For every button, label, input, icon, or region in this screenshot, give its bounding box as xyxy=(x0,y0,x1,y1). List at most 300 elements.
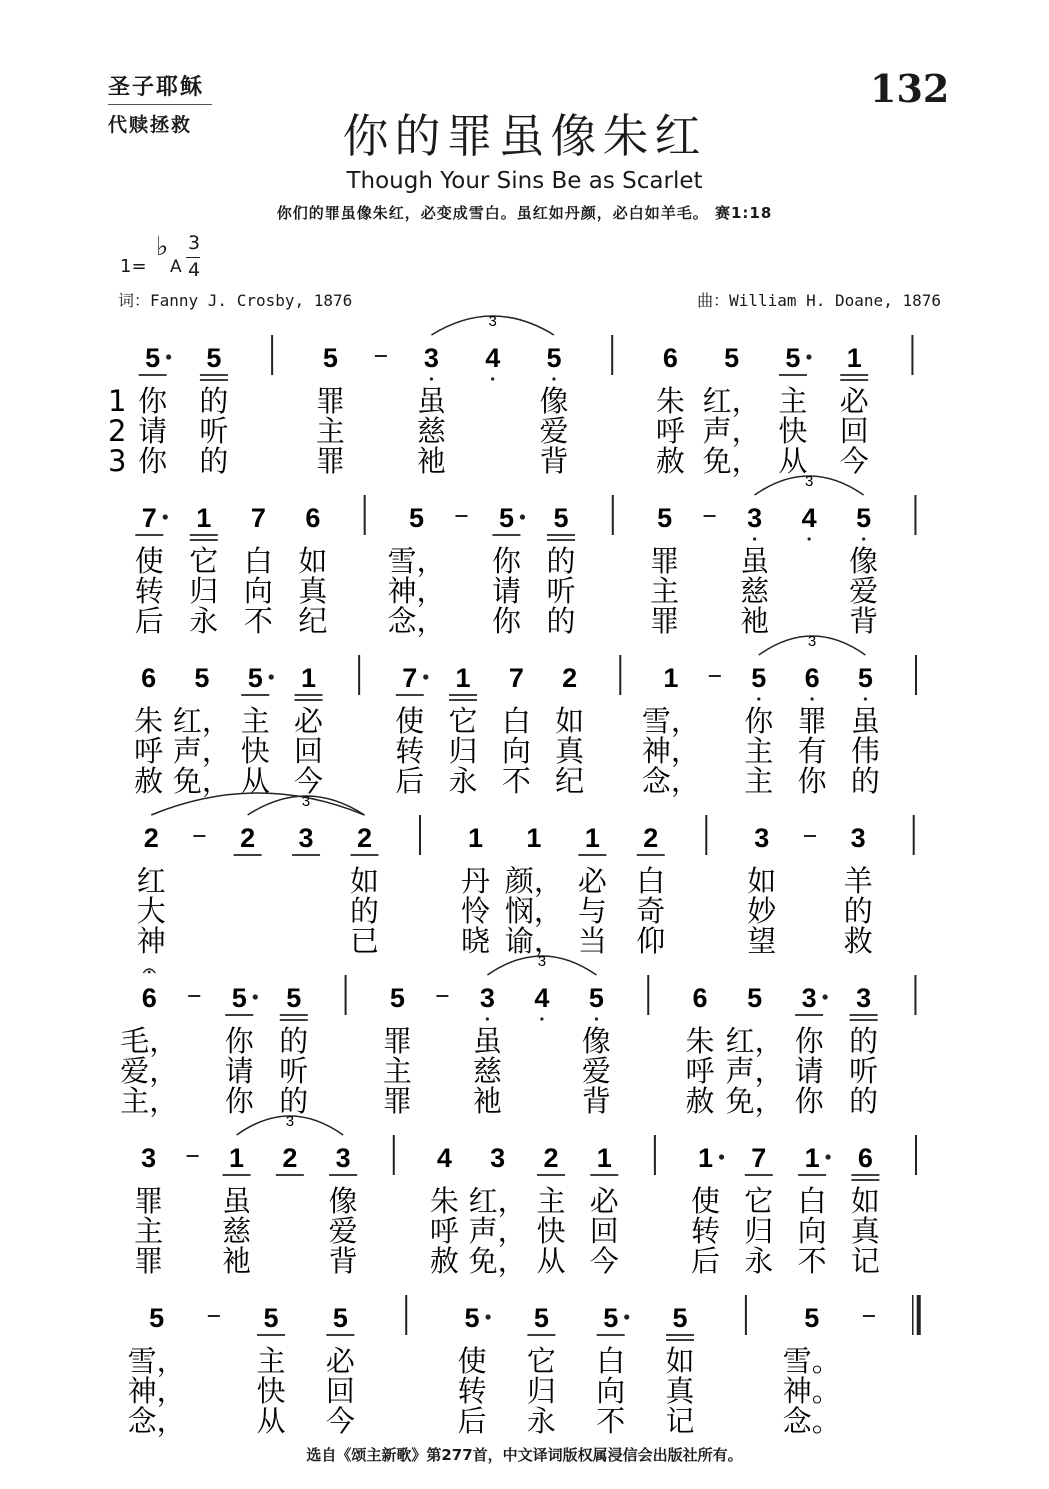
lyric-syllable: 真 xyxy=(665,1374,695,1408)
dot-rhythm xyxy=(269,674,274,679)
composer-credit: 曲：William H. Doane, 1876 xyxy=(697,291,941,310)
lyric-syllable: 听 xyxy=(199,414,229,448)
lyric-syllable: 白 xyxy=(243,544,273,578)
note-3: 3 xyxy=(490,1143,506,1173)
note-5: 5 xyxy=(145,343,161,373)
lyric-syllable: 你 xyxy=(744,704,774,738)
note-6: 6 xyxy=(804,663,820,693)
note-1: 1 xyxy=(804,1143,820,1173)
lyric-syllable: 不 xyxy=(243,604,273,638)
title-english: Though Your Sins Be as Scarlet xyxy=(346,168,703,194)
lyric-syllable: 像 xyxy=(581,1024,611,1058)
lyric-syllable: 你 xyxy=(491,544,521,578)
lyric-syllable: 主 xyxy=(744,734,774,768)
scripture-verse: 你们的罪虽像朱红，必变成雪白。虽红如丹颜，必白如羊毛。 赛1:18 xyxy=(276,204,773,222)
lyric-syllable: 救 xyxy=(843,924,873,958)
lyric-syllable: 回 xyxy=(294,734,324,768)
lyric-syllable: 转 xyxy=(395,734,425,768)
triplet-note-dot xyxy=(811,697,814,700)
title-chinese: 你的罪虽像朱红 xyxy=(342,109,707,163)
lyric-syllable: 的 xyxy=(849,1084,879,1118)
lyric-syllable: 永 xyxy=(744,1244,774,1278)
lyric-syllable: 颜， xyxy=(504,864,563,898)
lyric-syllable: 声， xyxy=(725,1054,784,1088)
note-5: 5 xyxy=(194,663,210,693)
lyric-syllable: 它 xyxy=(526,1344,556,1378)
verse-number: 3 xyxy=(108,444,127,478)
lyric-syllable: 必 xyxy=(589,1184,619,1218)
lyric-syllable: 神 xyxy=(136,924,166,958)
note-3: 3 xyxy=(856,983,872,1013)
note-2: 2 xyxy=(643,823,659,853)
triplet-mark: 3 xyxy=(301,793,311,810)
key-note: A xyxy=(170,257,182,277)
lyric-syllable: 罪 xyxy=(797,704,827,738)
lyric-syllable: 它 xyxy=(744,1184,774,1218)
lyric-syllable: 爱 xyxy=(539,414,569,448)
copyright-footer: 选自《颂主新歌》第277首，中文译词版权属浸信会出版社所有。 xyxy=(306,1446,743,1464)
note-1: 1 xyxy=(584,823,600,853)
lyric-syllable: 免， xyxy=(468,1244,527,1278)
lyric-syllable: 神， xyxy=(127,1374,186,1408)
note-4: 4 xyxy=(801,503,817,533)
lyric-syllable: 赦 xyxy=(685,1084,715,1118)
note-5: 5 xyxy=(247,663,263,693)
triplet-note-dot xyxy=(757,697,760,700)
note-6: 6 xyxy=(692,983,708,1013)
note-4: 4 xyxy=(485,343,501,373)
lyric-syllable: 听 xyxy=(546,574,576,608)
note-5: 5 xyxy=(498,503,514,533)
triplet-note-dot xyxy=(808,537,811,540)
dot-rhythm xyxy=(253,994,258,999)
triplet-mark: 3 xyxy=(804,473,814,490)
lyric-syllable: 主 xyxy=(536,1184,566,1218)
lyric-syllable: 衪 xyxy=(472,1084,502,1118)
note-3: 3 xyxy=(850,823,866,853)
lyric-syllable: 它 xyxy=(448,704,478,738)
lyric-syllable: 纪 xyxy=(555,764,585,798)
lyric-syllable: 望 xyxy=(747,924,777,958)
lyric-syllable: 与 xyxy=(577,894,607,928)
lyric-syllable: 今 xyxy=(325,1404,355,1438)
lyric-syllable: 回 xyxy=(839,414,869,448)
lyric-syllable: 红， xyxy=(468,1184,527,1218)
time-signature-bottom: 4 xyxy=(188,259,201,281)
lyric-syllable: 虽 xyxy=(850,704,880,738)
note-5: 5 xyxy=(804,1303,820,1333)
lyric-syllable: 转 xyxy=(134,574,164,608)
verse-number: 2 xyxy=(108,414,127,448)
lyric-syllable: 声， xyxy=(172,734,231,768)
lyric-syllable: 使 xyxy=(134,544,164,578)
lyric-syllable: 请 xyxy=(138,414,168,448)
lyric-syllable: 朱 xyxy=(655,384,685,418)
note-3: 3 xyxy=(754,823,770,853)
note-1: 1 xyxy=(846,343,862,373)
lyric-syllable: 主 xyxy=(240,704,270,738)
lyric-syllable: 虽 xyxy=(472,1024,502,1058)
lyric-syllable: 转 xyxy=(457,1374,487,1408)
dot-rhythm xyxy=(163,514,168,519)
fermata-dot xyxy=(148,971,151,974)
note-5: 5 xyxy=(603,1303,619,1333)
lyric-syllable: 不 xyxy=(501,764,531,798)
lyric-syllable: 罪 xyxy=(382,1024,412,1058)
lyric-syllable: 呼 xyxy=(685,1054,715,1088)
note-7: 7 xyxy=(250,503,266,533)
note-5: 5 xyxy=(322,343,338,373)
lyric-syllable: 衪 xyxy=(222,1244,252,1278)
lyric-syllable: 罪 xyxy=(315,444,345,478)
hymn-number: 132 xyxy=(870,66,950,111)
lyric-syllable: 背 xyxy=(581,1084,611,1118)
lyric-syllable: 已 xyxy=(349,924,379,958)
lyric-syllable: 快 xyxy=(256,1374,286,1408)
lyric-syllable: 赦 xyxy=(655,444,685,478)
note-6: 6 xyxy=(141,663,157,693)
lyric-syllable: 记 xyxy=(850,1244,880,1278)
lyric-syllable: 的 xyxy=(199,444,229,478)
lyric-syllable: 主 xyxy=(382,1054,412,1088)
triplet-note-dot xyxy=(862,537,865,540)
lyric-syllable: 像 xyxy=(328,1184,358,1218)
lyric-syllable: 如 xyxy=(850,1184,880,1218)
note-5: 5 xyxy=(464,1303,480,1333)
lyric-syllable: 呼 xyxy=(429,1214,459,1248)
triplet-note-dot xyxy=(430,377,433,380)
note-5: 5 xyxy=(751,663,767,693)
lyric-syllable: 归 xyxy=(189,574,219,608)
lyric-syllable: 快 xyxy=(240,734,270,768)
lyric-syllable: 怜 xyxy=(460,894,491,928)
lyric-syllable: 的 xyxy=(279,1084,309,1118)
note-1: 1 xyxy=(467,823,484,853)
lyric-syllable: 白 xyxy=(636,864,666,898)
dot-rhythm xyxy=(166,354,171,359)
lyric-syllable: 主 xyxy=(256,1344,286,1378)
lyric-syllable: 羊 xyxy=(843,864,873,898)
lyric-syllable: 你 xyxy=(491,604,521,638)
lyric-syllable: 背 xyxy=(539,444,569,478)
triplet-note-dot xyxy=(491,377,494,380)
note-5: 5 xyxy=(389,983,405,1013)
section-category: 圣子耶稣 xyxy=(108,74,205,100)
lyric-syllable: 的 xyxy=(850,764,880,798)
lyric-syllable: 必 xyxy=(839,384,869,418)
lyric-syllable: 罪 xyxy=(134,1184,164,1218)
note-5: 5 xyxy=(553,503,569,533)
lyric-syllable: 像 xyxy=(539,384,569,418)
lyric-syllable: 免， xyxy=(702,444,761,478)
lyric-syllable: 如 xyxy=(349,864,379,898)
lyric-syllable: 永 xyxy=(189,604,219,638)
lyric-syllable: 回 xyxy=(325,1374,355,1408)
lyric-syllable: 快 xyxy=(536,1214,566,1248)
lyric-syllable: 向 xyxy=(501,734,531,768)
lyric-syllable: 主 xyxy=(744,764,774,798)
note-4: 4 xyxy=(436,1143,452,1173)
note-5: 5 xyxy=(231,983,247,1013)
lyric-syllable: 慈 xyxy=(222,1214,252,1248)
lyric-syllable: 后 xyxy=(395,764,425,798)
lyric-syllable: 虽 xyxy=(416,384,446,418)
lyric-syllable: 使 xyxy=(395,704,425,738)
lyric-syllable: 爱 xyxy=(328,1214,358,1248)
note-1: 1 xyxy=(526,823,542,853)
note-2: 2 xyxy=(282,1143,298,1173)
lyric-syllable: 衪 xyxy=(416,444,446,478)
note-5: 5 xyxy=(588,983,604,1013)
lyric-syllable: 神。 xyxy=(782,1374,841,1408)
dot-rhythm xyxy=(719,1154,724,1159)
lyric-syllable: 神， xyxy=(387,574,446,608)
dot-rhythm xyxy=(806,354,811,359)
lyric-syllable: 转 xyxy=(691,1214,721,1248)
lyric-syllable: 衪 xyxy=(740,604,770,638)
lyric-syllable: 必 xyxy=(325,1344,355,1378)
lyric-syllable: 妙 xyxy=(747,894,777,928)
lyric-syllable: 罪 xyxy=(315,384,345,418)
note-5: 5 xyxy=(785,343,801,373)
lyric-syllable: 的 xyxy=(546,604,576,638)
triplet-mark: 3 xyxy=(488,313,497,330)
triplet-mark: 3 xyxy=(807,633,817,650)
lyric-syllable: 后 xyxy=(691,1244,721,1278)
lyric-syllable: 慈 xyxy=(472,1054,502,1088)
lyric-syllable: 爱， xyxy=(120,1054,179,1088)
lyric-syllable: 你 xyxy=(797,764,827,798)
lyric-syllable: 主 xyxy=(315,414,345,448)
note-5: 5 xyxy=(672,1303,688,1333)
lyric-syllable: 真 xyxy=(555,734,585,768)
lyric-syllable: 必 xyxy=(577,864,607,898)
lyric-syllable: 向 xyxy=(797,1214,827,1248)
lyric-syllable: 它 xyxy=(189,544,219,578)
lyric-syllable: 当 xyxy=(577,924,607,958)
lyric-syllable: 朱 xyxy=(685,1024,715,1058)
note-7: 7 xyxy=(402,663,418,693)
lyric-syllable: 罪 xyxy=(134,1244,164,1278)
lyric-syllable: 不 xyxy=(797,1244,827,1278)
lyric-syllable: 丹 xyxy=(460,864,491,898)
lyric-syllable: 从 xyxy=(778,444,808,478)
lyric-syllable: 今 xyxy=(589,1244,619,1278)
note-5: 5 xyxy=(149,1303,165,1333)
dot-rhythm xyxy=(823,994,828,999)
lyricist-credit: 词：Fanny J. Crosby, 1876 xyxy=(118,291,353,310)
lyric-syllable: 念， xyxy=(387,604,446,638)
lyric-syllable: 神， xyxy=(641,734,700,768)
note-2: 2 xyxy=(562,663,578,693)
note-5: 5 xyxy=(206,343,222,373)
triplet-note-dot xyxy=(552,377,555,380)
dot-rhythm xyxy=(485,1314,490,1319)
note-5: 5 xyxy=(857,663,873,693)
lyric-syllable: 免， xyxy=(725,1084,784,1118)
triplet-note-dot xyxy=(486,1017,489,1020)
lyric-syllable: 声， xyxy=(702,414,761,448)
triplet-note-dot xyxy=(864,697,867,700)
lyric-syllable: 念， xyxy=(641,764,700,798)
note-5: 5 xyxy=(286,983,302,1013)
note-1: 1 xyxy=(596,1143,612,1173)
lyric-syllable: 使 xyxy=(691,1184,721,1218)
note-5: 5 xyxy=(856,503,872,533)
lyric-syllable: 罪 xyxy=(650,544,680,578)
note-1: 1 xyxy=(196,503,212,533)
lyric-syllable: 慈 xyxy=(740,574,770,608)
dot-rhythm xyxy=(520,514,525,519)
note-3: 3 xyxy=(298,823,314,853)
lyric-syllable: 仰 xyxy=(636,924,666,958)
time-signature-top: 3 xyxy=(188,232,201,254)
note-3: 3 xyxy=(801,983,817,1013)
lyric-syllable: 罪 xyxy=(382,1084,412,1118)
lyric-syllable: 如 xyxy=(298,544,328,578)
lyric-syllable: 红 xyxy=(136,864,166,898)
note-1: 1 xyxy=(455,663,471,693)
lyric-syllable: 赦 xyxy=(429,1244,459,1278)
lyric-syllable: 雪， xyxy=(641,704,700,738)
triplet-mark: 3 xyxy=(285,1113,295,1130)
triplet-note-dot xyxy=(595,1017,598,1020)
lyric-syllable: 的 xyxy=(843,894,873,928)
lyric-syllable: 从 xyxy=(240,764,270,798)
note-5: 5 xyxy=(724,343,740,373)
dot-rhythm xyxy=(624,1314,629,1319)
lyric-syllable: 有 xyxy=(797,734,827,768)
lyric-syllable: 白 xyxy=(501,704,531,738)
lyric-syllable: 向 xyxy=(243,574,273,608)
note-2: 2 xyxy=(543,1143,559,1173)
lyric-syllable: 不 xyxy=(596,1404,626,1438)
lyric-syllable: 主 xyxy=(134,1214,164,1248)
lyric-syllable: 奇 xyxy=(636,894,666,928)
note-5: 5 xyxy=(263,1303,279,1333)
note-5: 5 xyxy=(332,1303,348,1333)
lyric-syllable: 回 xyxy=(589,1214,619,1248)
lyric-syllable: 罪 xyxy=(650,604,680,638)
note-4: 4 xyxy=(534,983,550,1013)
note-6: 6 xyxy=(141,983,157,1013)
lyric-syllable: 主 xyxy=(778,384,808,418)
note-7: 7 xyxy=(508,663,524,693)
lyric-syllable: 爱 xyxy=(581,1054,611,1088)
lyric-syllable: 悯， xyxy=(504,894,563,928)
verse-number: 1 xyxy=(108,384,127,418)
lyric-syllable: 后 xyxy=(134,604,164,638)
note-2: 2 xyxy=(240,823,256,853)
lyric-syllable: 今 xyxy=(839,444,869,478)
lyric-syllable: 真 xyxy=(298,574,328,608)
triplet-note-dot xyxy=(753,537,756,540)
triplet-note-dot xyxy=(540,1017,543,1020)
lyric-syllable: 大 xyxy=(136,894,166,928)
lyric-syllable: 爱 xyxy=(849,574,879,608)
note-1: 1 xyxy=(229,1143,245,1173)
section-subcategory: 代赎拯救 xyxy=(108,114,193,136)
note-5: 5 xyxy=(747,983,763,1013)
lyric-syllable: 记 xyxy=(665,1404,695,1438)
lyric-syllable: 红， xyxy=(725,1024,784,1058)
lyric-syllable: 白 xyxy=(797,1184,827,1218)
note-3: 3 xyxy=(423,343,439,373)
lyric-syllable: 后 xyxy=(457,1404,487,1438)
lyric-syllable: 的 xyxy=(849,1024,879,1058)
note-6: 6 xyxy=(305,503,321,533)
lyric-syllable: 声， xyxy=(468,1214,527,1248)
lyric-syllable: 必 xyxy=(294,704,324,738)
lyric-syllable: 呼 xyxy=(655,414,685,448)
note-1: 1 xyxy=(663,663,679,693)
lyric-syllable: 毛， xyxy=(120,1024,179,1058)
note-7: 7 xyxy=(141,503,157,533)
lyric-syllable: 的 xyxy=(349,894,379,928)
lyric-syllable: 谕， xyxy=(504,924,563,958)
lyric-syllable: 慈 xyxy=(416,414,446,448)
lyric-syllable: 你 xyxy=(794,1084,824,1118)
lyric-syllable: 使 xyxy=(457,1344,487,1378)
lyric-syllable: 你 xyxy=(224,1084,254,1118)
lyric-syllable: 向 xyxy=(596,1374,626,1408)
lyric-syllable: 你 xyxy=(794,1024,824,1058)
note-1: 1 xyxy=(698,1143,714,1173)
lyric-syllable: 如 xyxy=(665,1344,695,1378)
note-5: 5 xyxy=(657,503,673,533)
lyric-syllable: 红， xyxy=(172,704,231,738)
note-2: 2 xyxy=(356,823,372,853)
lyric-syllable: 如 xyxy=(555,704,585,738)
lyric-syllable: 红， xyxy=(702,384,761,418)
lyric-syllable: 今 xyxy=(294,764,324,798)
note-3: 3 xyxy=(141,1143,157,1173)
dot-rhythm xyxy=(826,1154,831,1159)
flat-sign: ♭ xyxy=(156,232,169,262)
lyric-syllable: 朱 xyxy=(134,704,164,738)
lyric-syllable: 快 xyxy=(778,414,808,448)
lyric-syllable: 请 xyxy=(224,1054,254,1088)
lyric-syllable: 真 xyxy=(850,1214,880,1248)
lyric-syllable: 虽 xyxy=(740,544,770,578)
lyric-syllable: 晓 xyxy=(460,924,491,958)
lyric-syllable: 虽 xyxy=(222,1184,252,1218)
note-5: 5 xyxy=(408,503,424,533)
lyric-syllable: 呼 xyxy=(134,734,164,768)
note-3: 3 xyxy=(479,983,495,1013)
lyric-syllable: 请 xyxy=(794,1054,824,1088)
lyric-syllable: 雪。 xyxy=(782,1344,841,1378)
note-6: 6 xyxy=(662,343,678,373)
lyric-syllable: 如 xyxy=(747,864,777,898)
lyric-syllable: 白 xyxy=(596,1344,626,1378)
key-prefix: 1= xyxy=(120,256,147,277)
note-1: 1 xyxy=(300,663,317,693)
note-3: 3 xyxy=(335,1143,351,1173)
lyric-syllable: 的 xyxy=(199,384,229,418)
lyric-syllable: 赦 xyxy=(134,764,164,798)
note-7: 7 xyxy=(751,1143,767,1173)
lyric-syllable: 归 xyxy=(526,1374,556,1408)
lyric-syllable: 主， xyxy=(120,1084,179,1118)
lyric-syllable: 的 xyxy=(546,544,576,578)
lyric-syllable: 请 xyxy=(491,574,521,608)
lyric-syllable: 背 xyxy=(849,604,879,638)
lyric-syllable: 你 xyxy=(224,1024,254,1058)
note-2: 2 xyxy=(143,823,159,853)
lyric-syllable: 听 xyxy=(279,1054,309,1088)
note-5: 5 xyxy=(533,1303,549,1333)
